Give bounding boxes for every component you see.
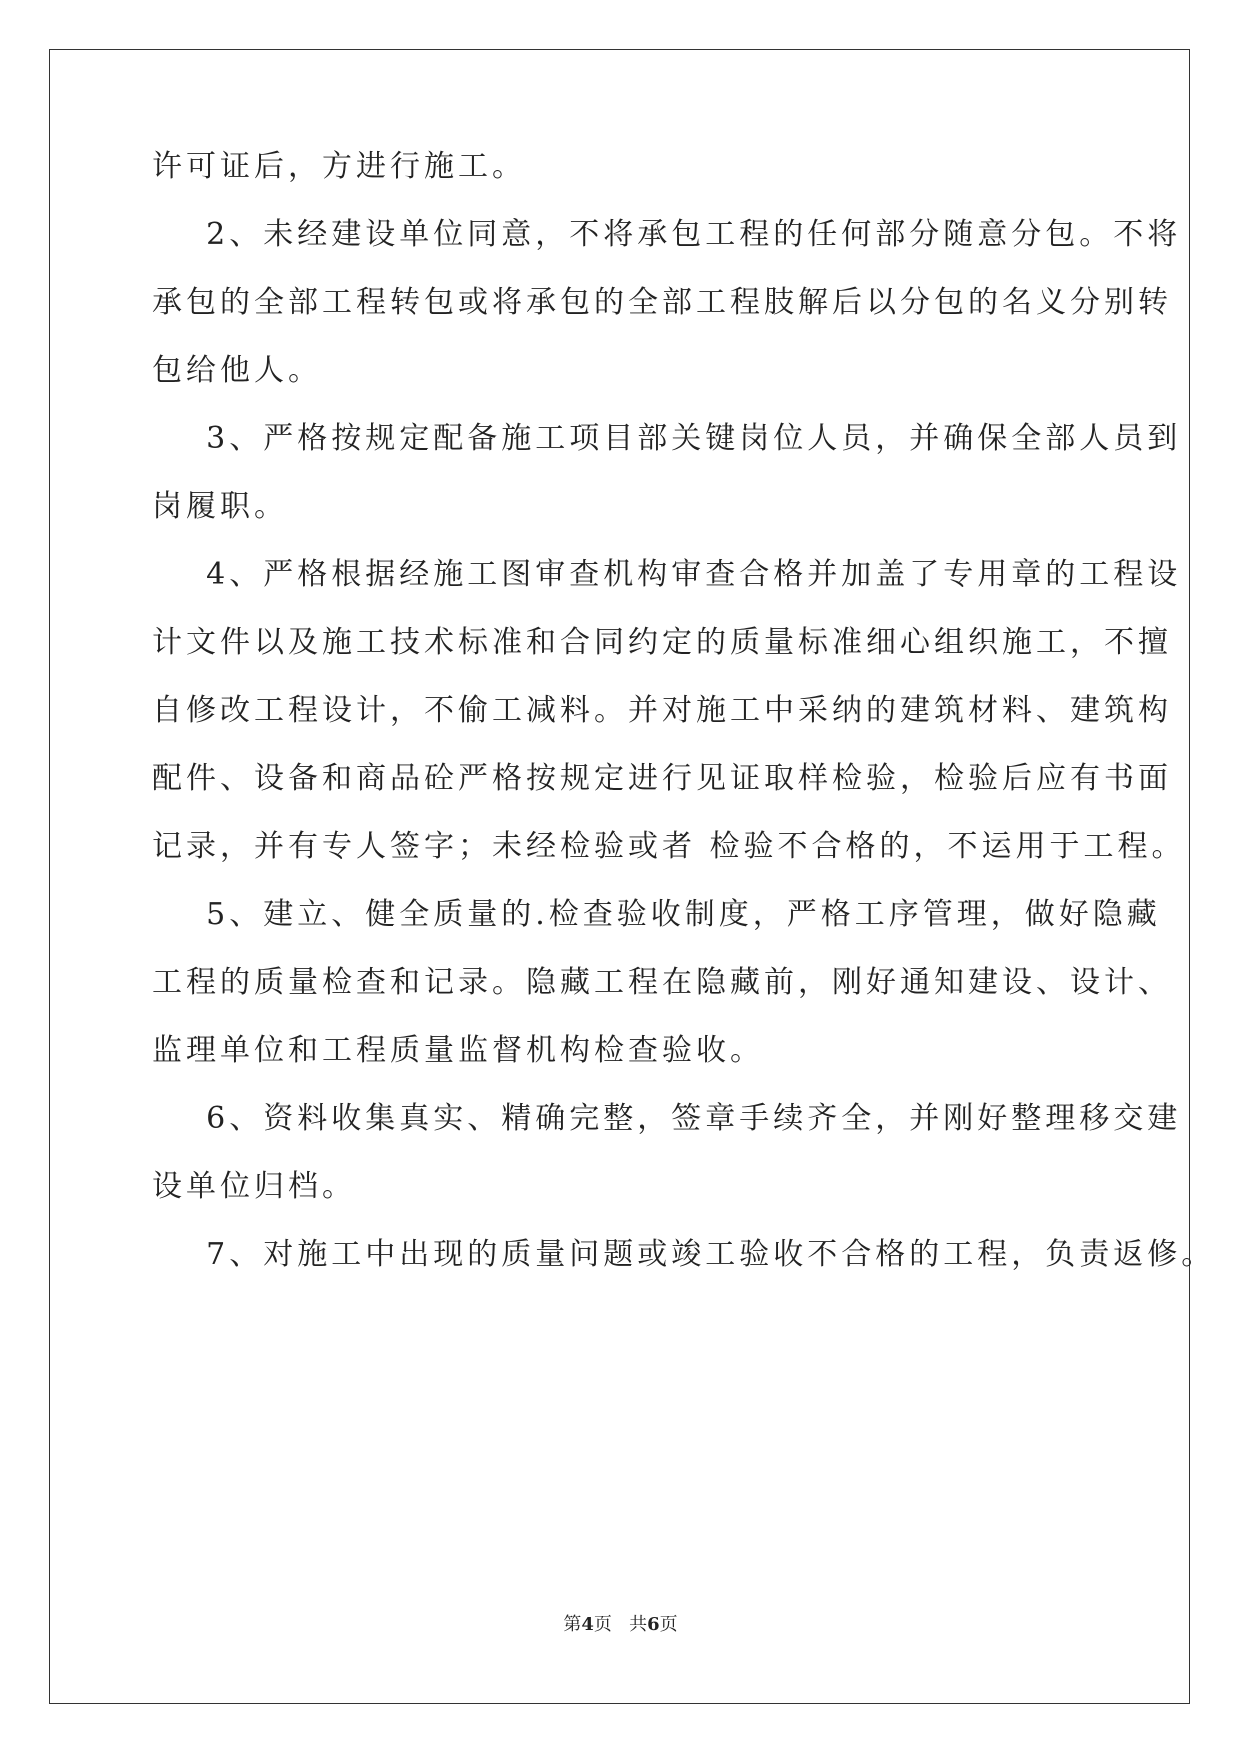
document-body xyxy=(152,149,1216,1306)
text-line: 4、严格根据经施工图审查机构审查合格并加盖了专用章的工程设 xyxy=(152,557,1182,592)
footer-middle: 页 共 xyxy=(593,1614,648,1635)
text-line: 6、资料收集真实、精确完整，签章手续齐全，并刚好整理移交建 xyxy=(152,1101,1182,1136)
text-line: 许可证后，方进行施工。 xyxy=(152,149,526,184)
current-page-number: 4 xyxy=(581,1614,594,1635)
text-line: 5、建立、健全质量的.检查验收制度，严格工序管理，做好隐藏 xyxy=(152,897,1161,932)
text-line: 2、未经建设单位同意，不将承包工程的任何部分随意分包。不将 xyxy=(152,217,1182,252)
text-line: 岗履职。 xyxy=(152,489,288,524)
footer-prefix: 第 xyxy=(563,1614,582,1635)
text-line: 配件、设备和商品砼严格按规定进行见证取样检验，检验后应有书面 xyxy=(152,761,1172,796)
page-footer xyxy=(0,1610,1241,1636)
footer-suffix: 页 xyxy=(659,1614,678,1635)
text-line: 记录，并有专人签字；未经检验或者 检验不合格的，不运用于工程。 xyxy=(152,829,1186,864)
text-line: 设单位归档。 xyxy=(152,1169,356,1204)
total-pages-number: 6 xyxy=(647,1614,660,1635)
text-line: 工程的质量检查和记录。隐藏工程在隐藏前，刚好通知建设、设计、 xyxy=(152,965,1172,1000)
text-line: 自修改工程设计，不偷工减料。并对施工中采纳的建筑材料、建筑构 xyxy=(152,693,1172,728)
text-line: 计文件以及施工技术标准和合同约定的质量标准细心组织施工，不擅 xyxy=(152,625,1172,660)
text-line: 包给他人。 xyxy=(152,353,322,388)
text-line: 7、对施工中出现的质量问题或竣工验收不合格的工程，负责返修。 xyxy=(152,1237,1216,1272)
text-line: 承包的全部工程转包或将承包的全部工程肢解后以分包的名义分别转 xyxy=(152,285,1172,320)
text-line: 监理单位和工程质量监督机构检查验收。 xyxy=(152,1033,764,1068)
text-line: 3、严格按规定配备施工项目部关键岗位人员，并确保全部人员到 xyxy=(152,421,1182,456)
